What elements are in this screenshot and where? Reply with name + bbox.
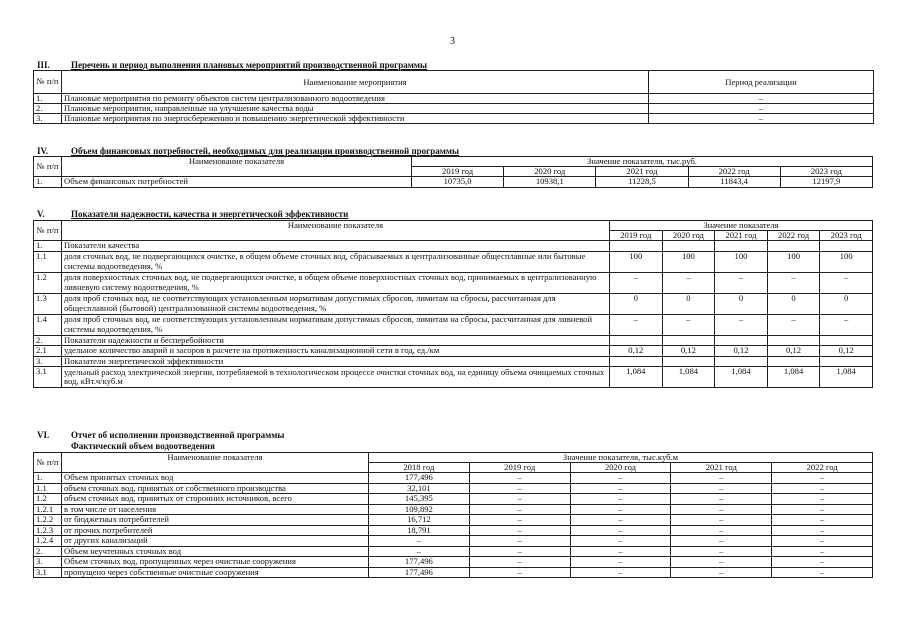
row-value: – bbox=[469, 557, 570, 568]
row-value: – bbox=[772, 567, 873, 578]
table-row bbox=[34, 494, 873, 505]
row-value: 32,101 bbox=[369, 483, 470, 494]
row-number: 1. bbox=[34, 241, 62, 252]
row-value: – bbox=[772, 557, 873, 568]
header-period: Период реализации bbox=[649, 71, 874, 94]
row-value: – bbox=[570, 536, 671, 547]
row-value: 0,12 bbox=[662, 346, 715, 357]
year-header: 2021 год bbox=[671, 463, 772, 473]
header-name: Наименование показателя bbox=[62, 221, 610, 241]
table-row bbox=[34, 356, 873, 367]
table-row bbox=[34, 314, 873, 335]
row-value: – bbox=[570, 473, 671, 484]
row-value: – bbox=[570, 557, 671, 568]
row-value: – bbox=[820, 314, 873, 335]
row-value: 0 bbox=[767, 293, 820, 314]
row-value: – bbox=[671, 473, 772, 484]
row-name: Плановые мероприятия, направленные на улучшение качества воды bbox=[62, 104, 649, 114]
section-3-number: III. bbox=[37, 60, 50, 70]
row-value: – bbox=[772, 546, 873, 557]
row-value: – bbox=[469, 473, 570, 484]
row-value: – bbox=[715, 314, 768, 335]
header-no: № п/п bbox=[34, 221, 62, 241]
row-value: 0 bbox=[610, 293, 663, 314]
row-number: 1.2.4 bbox=[34, 536, 62, 547]
row-value: – bbox=[772, 504, 873, 515]
row-number: 1.4 bbox=[34, 314, 62, 335]
row-name: доля проб сточных вод, не соответствующих установленным нормативам допустимых сбросов, лимитам на сбросы, рассчитанная для ливневой системы водоотведения, % bbox=[62, 314, 610, 335]
row-value bbox=[610, 241, 663, 252]
row-number: 1.2.3 bbox=[34, 525, 62, 536]
table-row bbox=[34, 272, 873, 293]
row-value: 145,395 bbox=[369, 494, 470, 505]
row-value: 0 bbox=[820, 293, 873, 314]
row-value: – bbox=[772, 525, 873, 536]
year-header: 2020 год bbox=[504, 167, 596, 177]
row-value bbox=[662, 335, 715, 346]
row-value: – bbox=[469, 567, 570, 578]
row-name: Показатели надежности и бесперебойности bbox=[62, 335, 610, 346]
row-period: – bbox=[649, 114, 874, 124]
row-value: 0,12 bbox=[820, 346, 873, 357]
row-name: доля сточных вод, не подвергающихся очистке, в общем объеме сточных вод, сбрасываемых в централизованные общесплавные или бытовые системы водоотведения, % bbox=[62, 251, 610, 272]
row-value bbox=[820, 335, 873, 346]
row-name: от других канализаций bbox=[62, 536, 369, 547]
row-name: Объем финансовых потребностей bbox=[62, 177, 412, 188]
table-row bbox=[34, 177, 873, 188]
section-3-title: Перечень и период выполнения плановых мероприятий производственной программы bbox=[71, 60, 428, 70]
row-value: – bbox=[369, 536, 470, 547]
row-value bbox=[820, 356, 873, 367]
row-value bbox=[610, 335, 663, 346]
table-row bbox=[34, 557, 873, 568]
row-value: – bbox=[570, 525, 671, 536]
row-value: – bbox=[772, 494, 873, 505]
table-row bbox=[34, 367, 873, 388]
row-name: доля проб сточных вод, не соответствующих установленным нормативам допустимых сбросов, лимитам на сбросы, рассчитанная для общесплавной (бытовой) централизованной системы водоотведения, % bbox=[62, 293, 610, 314]
row-value: – bbox=[671, 504, 772, 515]
table-row bbox=[34, 346, 873, 357]
year-header: 2020 год bbox=[570, 463, 671, 473]
row-value: – bbox=[469, 546, 570, 557]
row-value: 100 bbox=[610, 251, 663, 272]
row-name: Объем сточных вод, пропущенных через очистные сооружения bbox=[62, 557, 369, 568]
section-4-title: Объем финансовых потребностей, необходимых для реализации производственной программы bbox=[71, 146, 460, 156]
section-5-table bbox=[33, 220, 873, 388]
row-value: – bbox=[469, 515, 570, 526]
row-value: 1,084 bbox=[820, 367, 873, 388]
section-4-heading bbox=[37, 146, 459, 156]
row-value: 177,496 bbox=[369, 557, 470, 568]
table-row bbox=[34, 546, 873, 557]
row-value bbox=[767, 241, 820, 252]
table-row bbox=[34, 104, 874, 114]
table-header-row bbox=[34, 453, 873, 463]
row-value: – bbox=[671, 525, 772, 536]
row-value bbox=[767, 356, 820, 367]
row-value: 100 bbox=[820, 251, 873, 272]
year-header: 2021 год bbox=[715, 231, 768, 241]
header-no: № п/п bbox=[34, 71, 62, 94]
row-number: 1.2 bbox=[34, 272, 62, 293]
row-value: – bbox=[610, 314, 663, 335]
row-value: 0,12 bbox=[715, 346, 768, 357]
header-name: Наименование показателя bbox=[62, 453, 369, 473]
row-name: доля поверхностных сточных вод, не подвергающихся очистке, в общем объеме поверхностных сточных вод, принимаемых в централизованную ливневую систему водоотведения, % bbox=[62, 272, 610, 293]
row-value: – bbox=[772, 473, 873, 484]
row-value: 100 bbox=[767, 251, 820, 272]
row-value bbox=[767, 335, 820, 346]
row-value: – bbox=[772, 483, 873, 494]
header-name: Наименование мероприятия bbox=[62, 71, 649, 94]
row-value: – bbox=[570, 567, 671, 578]
row-number: 2. bbox=[34, 104, 62, 114]
section-6-title: Отчет об исполнении производственной программы bbox=[71, 430, 285, 440]
row-value: 1,084 bbox=[715, 367, 768, 388]
row-value bbox=[715, 356, 768, 367]
section-5-number: V. bbox=[37, 209, 45, 219]
row-value: 1,084 bbox=[610, 367, 663, 388]
row-value: 10938,1 bbox=[504, 177, 596, 188]
row-number: 2. bbox=[34, 335, 62, 346]
table-header-row bbox=[34, 157, 873, 167]
header-name: Наименование показателя bbox=[62, 157, 412, 177]
section-6-table bbox=[33, 452, 873, 578]
year-header: 2022 год bbox=[772, 463, 873, 473]
row-number: 3.1 bbox=[34, 367, 62, 388]
row-value: – bbox=[662, 314, 715, 335]
row-number: 3.1 bbox=[34, 567, 62, 578]
row-value: 0,12 bbox=[767, 346, 820, 357]
year-header: 2019 год bbox=[412, 167, 504, 177]
row-value bbox=[610, 356, 663, 367]
row-value: 0,12 bbox=[610, 346, 663, 357]
year-header: 2023 год bbox=[820, 231, 873, 241]
table-row bbox=[34, 251, 873, 272]
row-value: 0 bbox=[715, 293, 768, 314]
row-value: – bbox=[772, 536, 873, 547]
row-name: пропущено через собственные очистные сооружения bbox=[62, 567, 369, 578]
row-number: 1.3 bbox=[34, 293, 62, 314]
row-name: удельный расход электрической энергии, потребляемой в технологическом процессе очистки сточных вод, на единицу объема очищаемых сточных вод, кВт.ч/куб.м bbox=[62, 367, 610, 388]
row-value: 18,791 bbox=[369, 525, 470, 536]
section-6-subtitle: Фактический объем водоотведения bbox=[71, 441, 215, 451]
row-number: 1. bbox=[34, 177, 62, 188]
row-value: 10735,0 bbox=[412, 177, 504, 188]
row-value: – bbox=[671, 536, 772, 547]
row-period: – bbox=[649, 104, 874, 114]
year-header: 2021 год bbox=[596, 167, 688, 177]
row-value: 177,496 bbox=[369, 473, 470, 484]
table-row bbox=[34, 241, 873, 252]
row-value: 12197,9 bbox=[780, 177, 872, 188]
row-number: 1.2.1 bbox=[34, 504, 62, 515]
header-value: Значение показателя, тыс.руб. bbox=[412, 157, 873, 167]
row-value: – bbox=[772, 515, 873, 526]
table-row bbox=[34, 504, 873, 515]
row-name: Плановые мероприятия по ремонту объектов систем централизованного водоотведения bbox=[62, 94, 649, 104]
section-4-number: IV. bbox=[37, 146, 49, 156]
row-number: 2. bbox=[34, 546, 62, 557]
year-header: 2019 год bbox=[610, 231, 663, 241]
row-value: – bbox=[715, 272, 768, 293]
row-value: 177,496 bbox=[369, 567, 470, 578]
row-number: 3. bbox=[34, 114, 62, 124]
row-number: 1. bbox=[34, 473, 62, 484]
row-value: – bbox=[671, 546, 772, 557]
row-value: – bbox=[767, 314, 820, 335]
row-value: – bbox=[671, 494, 772, 505]
page-number: 3 bbox=[450, 36, 455, 47]
row-number: 1.2 bbox=[34, 494, 62, 505]
section-3-table bbox=[33, 70, 874, 124]
table-row bbox=[34, 515, 873, 526]
row-number: 1.2.2 bbox=[34, 515, 62, 526]
row-number: 1.1 bbox=[34, 251, 62, 272]
section-4-table bbox=[33, 156, 873, 188]
row-value: – bbox=[671, 483, 772, 494]
table-row bbox=[34, 114, 874, 124]
table-row bbox=[34, 525, 873, 536]
row-value: – bbox=[469, 483, 570, 494]
row-value: – bbox=[369, 546, 470, 557]
section-5-title: Показатели надежности, качества и энергетической эффективности bbox=[71, 209, 349, 219]
row-value: – bbox=[469, 536, 570, 547]
row-value: 0 bbox=[662, 293, 715, 314]
row-name: в том числе от населения bbox=[62, 504, 369, 515]
header-no: № п/п bbox=[34, 157, 62, 177]
row-number: 3. bbox=[34, 557, 62, 568]
section-6-number: VI. bbox=[37, 430, 50, 440]
section-6-heading bbox=[37, 430, 284, 440]
section-5-heading bbox=[37, 209, 348, 219]
row-name: Объем неучтенных сточных вод bbox=[62, 546, 369, 557]
row-value: – bbox=[469, 525, 570, 536]
row-number: 1.1 bbox=[34, 483, 62, 494]
year-header: 2023 год bbox=[780, 167, 872, 177]
year-header: 2020 год bbox=[662, 231, 715, 241]
row-name: Показатели качества bbox=[62, 241, 610, 252]
row-value bbox=[662, 356, 715, 367]
row-number: 3. bbox=[34, 356, 62, 367]
table-row bbox=[34, 94, 874, 104]
table-row bbox=[34, 483, 873, 494]
table-row bbox=[34, 536, 873, 547]
header-no: № п/п bbox=[34, 453, 62, 473]
row-value: 100 bbox=[715, 251, 768, 272]
header-value: Значение показателя, тыс.куб.м bbox=[369, 453, 873, 463]
row-name: удельное количество аварий и засоров в расчете на протяженность канализационной сети в год, ед./км bbox=[62, 346, 610, 357]
row-value: 11228,5 bbox=[596, 177, 688, 188]
row-value: – bbox=[671, 515, 772, 526]
table-header-row bbox=[34, 221, 873, 231]
table-row bbox=[34, 293, 873, 314]
row-value: – bbox=[767, 272, 820, 293]
row-value: – bbox=[570, 494, 671, 505]
row-value: – bbox=[469, 494, 570, 505]
table-row bbox=[34, 473, 873, 484]
row-value: 100 bbox=[662, 251, 715, 272]
table-header-row bbox=[34, 71, 874, 94]
row-value: – bbox=[820, 272, 873, 293]
row-value: 1,084 bbox=[662, 367, 715, 388]
year-header: 2022 год bbox=[767, 231, 820, 241]
row-value: – bbox=[570, 483, 671, 494]
row-name: Объем принятых сточных вод bbox=[62, 473, 369, 484]
row-number: 1. bbox=[34, 94, 62, 104]
row-name: Плановые мероприятия по энергосбережению и повышению энергетической эффективности bbox=[62, 114, 649, 124]
row-name: объем сточных вод, принятых от сторонних источников, всего bbox=[62, 494, 369, 505]
row-value bbox=[715, 241, 768, 252]
row-value: – bbox=[469, 504, 570, 515]
row-name: объем сточных вод, принятых от собственного производства bbox=[62, 483, 369, 494]
row-value bbox=[715, 335, 768, 346]
section-3-heading bbox=[37, 60, 427, 70]
row-value: 11843,4 bbox=[688, 177, 780, 188]
row-value: – bbox=[570, 515, 671, 526]
row-value: – bbox=[671, 557, 772, 568]
table-row bbox=[34, 335, 873, 346]
row-number: 2.1 bbox=[34, 346, 62, 357]
row-value: – bbox=[610, 272, 663, 293]
row-value: 16,712 bbox=[369, 515, 470, 526]
row-value: 109,892 bbox=[369, 504, 470, 515]
row-period: – bbox=[649, 94, 874, 104]
year-header: 2018 год bbox=[369, 463, 470, 473]
table-row bbox=[34, 567, 873, 578]
row-value bbox=[820, 241, 873, 252]
row-value: – bbox=[570, 546, 671, 557]
row-value: 1,084 bbox=[767, 367, 820, 388]
row-value: – bbox=[570, 504, 671, 515]
row-name: от прочих потребителей bbox=[62, 525, 369, 536]
header-value: Значение показателя bbox=[610, 221, 873, 231]
year-header: 2022 год bbox=[688, 167, 780, 177]
row-value: – bbox=[671, 567, 772, 578]
row-value bbox=[662, 241, 715, 252]
row-value: – bbox=[662, 272, 715, 293]
row-name: от бюджетных потребителей bbox=[62, 515, 369, 526]
year-header: 2019 год bbox=[469, 463, 570, 473]
row-name: Показатели энергетической эффективности bbox=[62, 356, 610, 367]
